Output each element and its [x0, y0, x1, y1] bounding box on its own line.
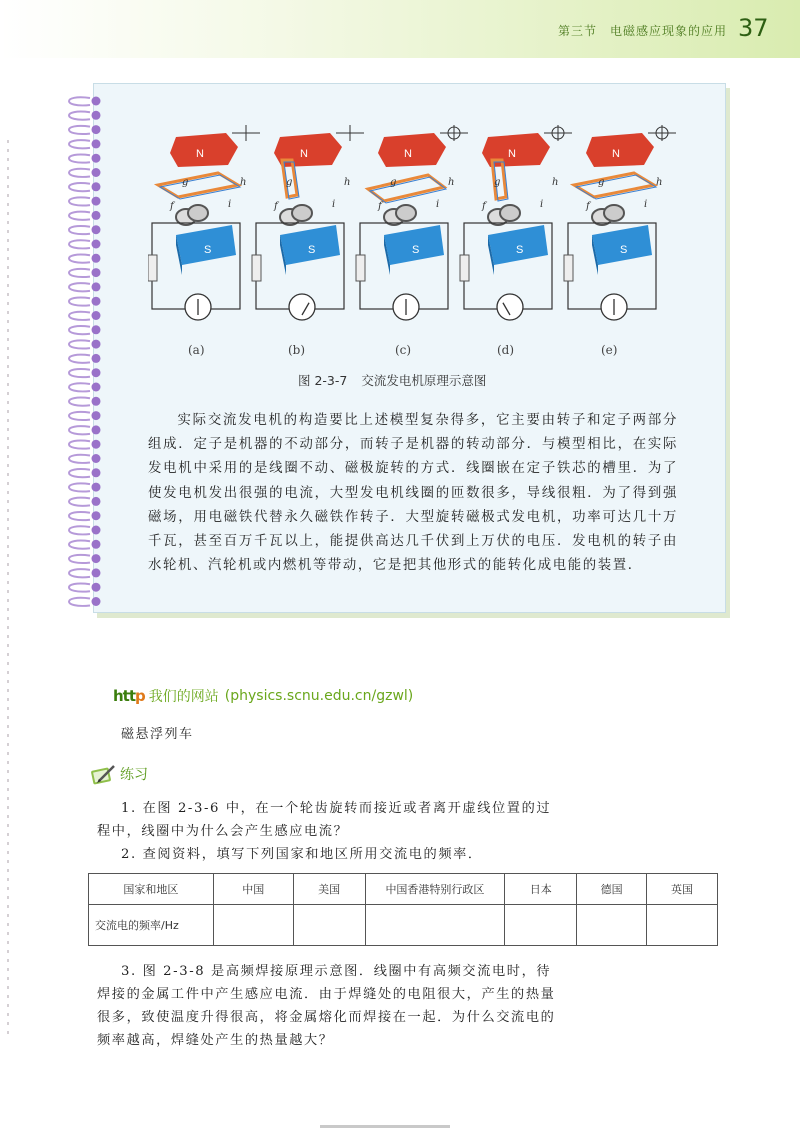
website-topic: 磁悬浮列车: [121, 727, 194, 742]
spiral-hole: [92, 268, 101, 277]
south-pole-label: S: [204, 244, 212, 256]
north-magnet: [586, 133, 654, 167]
figure-number: 图 2-3-7: [298, 373, 348, 388]
table-header-cell: 国家和地区: [89, 874, 214, 905]
spiral-ring: [69, 169, 90, 177]
exercise-title: 练习: [120, 767, 148, 783]
coil-letter: i: [436, 199, 440, 210]
spiral-hole: [92, 454, 101, 463]
coil-letter: h: [448, 177, 455, 188]
table-cell[interactable]: [505, 905, 577, 946]
spiral-ring: [69, 498, 90, 506]
question-2: 2. 查阅资料，填写下列国家和地区所用交流电的频率．: [121, 847, 483, 862]
spiral-ring: [69, 398, 90, 406]
spiral-hole: [92, 568, 101, 577]
spiral-hole: [92, 526, 101, 535]
spiral-ring: [69, 197, 90, 205]
spiral-hole: [92, 468, 101, 477]
spiral-hole: [92, 97, 101, 106]
panel-label-a: (a): [188, 343, 205, 357]
south-pole-label: S: [308, 244, 316, 256]
generator-panel: [564, 125, 676, 320]
generator-paragraph: 实际交流发电机的构造要比上述模型复杂得多，它主要由转子和定子两部分组成．定子是机器的不动部分，而转子是机器的转动部分．与模型相比，在实际发电机中采用的是线圈不动、磁极旋转的方式．线圈嵌在定子铁芯的槽里．为了使发电机发出很强的电流，大型发电机线圈的匝数很多，导线很粗．为了得到强磁场，用电磁铁代替永久磁铁作转子．大型旋转磁极式发电机，功率可达几十万千瓦，甚至百万千瓦以上，能提供高达几千伏到上万伏的电压．发电机的转子由水轮机、汽轮机或内燃机等带动，它是把其他形式的能转化成电能的装置．: [148, 413, 678, 574]
spiral-hole: [92, 497, 101, 506]
resistor: [356, 255, 365, 281]
spiral-ring: [69, 283, 90, 291]
table-header-row: [89, 874, 718, 905]
spiral-ring: [69, 469, 90, 477]
coil-letter: i: [644, 199, 648, 210]
spiral-hole: [92, 540, 101, 549]
coil-letter: i: [540, 199, 544, 210]
spiral-ring: [69, 183, 90, 191]
spiral-hole: [92, 425, 101, 434]
table-row-label: 交流电的频率/Hz: [89, 905, 214, 946]
spiral-ring: [69, 512, 90, 520]
table-header-cell: 美国: [293, 874, 365, 905]
page-number: 37: [738, 14, 769, 42]
website-line[interactable]: [113, 686, 413, 706]
table-cell[interactable]: [365, 905, 505, 946]
generator-panel: [148, 125, 260, 320]
table-header-cell: 德国: [577, 874, 647, 905]
spiral-hole: [92, 125, 101, 134]
table-cell[interactable]: [213, 905, 293, 946]
table-cell[interactable]: [577, 905, 647, 946]
spiral-hole: [92, 483, 101, 492]
spiral-hole: [92, 211, 101, 220]
spiral-ring: [69, 255, 90, 263]
coil-letter: f: [482, 201, 486, 212]
coil-letter: g: [598, 177, 605, 188]
spiral-hole: [92, 182, 101, 191]
table-header-cell: 中国香港特别行政区: [365, 874, 505, 905]
spiral-ring: [69, 312, 90, 320]
table-cell[interactable]: [293, 905, 365, 946]
resistor: [460, 255, 469, 281]
spiral-hole: [92, 511, 101, 520]
generator-panel: [252, 125, 364, 320]
north-magnet: [170, 133, 238, 167]
http-logo-icon: http: [113, 687, 145, 705]
spiral-hole: [92, 254, 101, 263]
spiral-ring: [69, 297, 90, 305]
exercise-heading: [90, 763, 148, 785]
figure-caption: [298, 371, 486, 389]
spiral-hole: [92, 368, 101, 377]
spiral-hole: [92, 139, 101, 148]
slip-ring: [396, 205, 416, 221]
slip-ring: [604, 205, 624, 221]
spiral-hole: [92, 383, 101, 392]
coil-letter: h: [344, 177, 351, 188]
spiral-ring: [69, 269, 90, 277]
resistor: [252, 255, 261, 281]
panel-label-b: (b): [288, 343, 306, 357]
spiral-hole: [92, 597, 101, 606]
question-1: 1. 在图 2-3-6 中，在一个轮齿旋转而接近或者离开虚线位置的过程中，线圈中为什么会产生感应电流？: [97, 801, 552, 839]
spiral-ring: [69, 583, 90, 591]
galvanometer: [289, 294, 315, 320]
coil-letter: g: [286, 177, 293, 188]
spiral-hole: [92, 240, 101, 249]
north-pole-label: N: [196, 148, 204, 160]
figure-panel-labels: [140, 343, 680, 363]
spiral-ring: [69, 212, 90, 220]
spiral-hole: [92, 297, 101, 306]
north-pole-label: N: [612, 148, 620, 160]
figure-title: 交流发电机原理示意图: [361, 373, 487, 388]
panel-label-e: (e): [601, 343, 618, 357]
coil-letter: g: [390, 177, 397, 188]
table-cell[interactable]: [647, 905, 718, 946]
coil-letter: f: [170, 201, 174, 212]
spiral-hole: [92, 168, 101, 177]
spiral-hole: [92, 354, 101, 363]
coil-letter: i: [332, 199, 336, 210]
section-title: 第三节 电磁感应现象的应用: [558, 24, 728, 38]
north-pole-label: N: [404, 148, 412, 160]
frequency-table: [88, 873, 718, 946]
spiral-ring: [69, 426, 90, 434]
slip-ring: [188, 205, 208, 221]
pencil-notebook-icon: [90, 763, 116, 785]
south-pole-label: S: [412, 244, 420, 256]
spiral-hole: [92, 325, 101, 334]
coil-letter: g: [182, 177, 189, 188]
spiral-hole: [92, 282, 101, 291]
spiral-hole: [92, 397, 101, 406]
website-url[interactable]: (physics.scnu.edu.cn/gzwl): [224, 688, 414, 704]
resistor: [148, 255, 157, 281]
panel-label-c: (c): [395, 343, 412, 357]
panel-label-d: (d): [497, 343, 515, 357]
coil-letter: g: [494, 177, 501, 188]
generator-panel: [356, 125, 468, 320]
north-pole-label: N: [300, 148, 308, 160]
north-pole-label: N: [508, 148, 516, 160]
north-magnet: [378, 133, 446, 167]
spiral-ring: [69, 240, 90, 248]
spiral-ring: [69, 369, 90, 377]
spiral-hole: [92, 197, 101, 206]
spiral-ring: [69, 526, 90, 534]
spiral-hole: [92, 440, 101, 449]
spiral-hole: [92, 111, 101, 120]
table-row: [89, 905, 718, 946]
spiral-hole: [92, 225, 101, 234]
spiral-ring: [69, 126, 90, 134]
coil-letter: f: [378, 201, 382, 212]
spiral-ring: [69, 154, 90, 162]
resistor: [564, 255, 573, 281]
table-header-cell: 日本: [505, 874, 577, 905]
spiral-hole: [92, 411, 101, 420]
south-pole-label: S: [516, 244, 524, 256]
spiral-ring: [69, 140, 90, 148]
generator-figure: [148, 125, 683, 355]
spiral-ring: [69, 483, 90, 491]
spiral-ring: [69, 440, 90, 448]
table-header-cell: 英国: [647, 874, 718, 905]
spiral-binding: [60, 92, 112, 612]
spiral-hole: [92, 340, 101, 349]
spiral-hole: [92, 583, 101, 592]
spiral-ring: [69, 412, 90, 420]
coil-letter: f: [586, 201, 590, 212]
gutter-line: [7, 140, 9, 1040]
galvanometer: [497, 294, 523, 320]
spiral-ring: [69, 455, 90, 463]
spiral-hole: [92, 554, 101, 563]
spiral-ring: [69, 541, 90, 549]
coil-letter: h: [240, 177, 247, 188]
spiral-ring: [69, 569, 90, 577]
spiral-hole: [92, 311, 101, 320]
bottom-binding-mark: [320, 1125, 450, 1128]
spiral-ring: [69, 355, 90, 363]
spiral-ring: [69, 97, 90, 105]
spiral-ring: [69, 598, 90, 606]
slip-ring: [292, 205, 312, 221]
coil-letter: h: [552, 177, 559, 188]
spiral-ring: [69, 326, 90, 334]
coil-letter: h: [656, 177, 663, 188]
question-3: 3. 图 2-3-8 是高频焊接原理示意图．线圈中有高频交流电时，待焊接的金属工件中产生感应电流．由于焊缝处的电阻很大，产生的热量很多，致使温度升得很高，将金属熔化而焊接在一起．为什么交流电的频率越高，焊缝处产生的热量越大？: [97, 964, 556, 1048]
spiral-ring: [69, 383, 90, 391]
spiral-ring: [69, 555, 90, 563]
spiral-ring: [69, 340, 90, 348]
table-header-cell: 中国: [213, 874, 293, 905]
generator-panel: [460, 125, 572, 320]
south-pole-label: S: [620, 244, 628, 256]
spiral-ring: [69, 226, 90, 234]
website-title: 我们的网站: [148, 689, 219, 705]
coil-letter: i: [228, 199, 232, 210]
spiral-hole: [92, 154, 101, 163]
spiral-ring: [69, 112, 90, 120]
slip-ring: [500, 205, 520, 221]
coil-letter: f: [274, 201, 278, 212]
